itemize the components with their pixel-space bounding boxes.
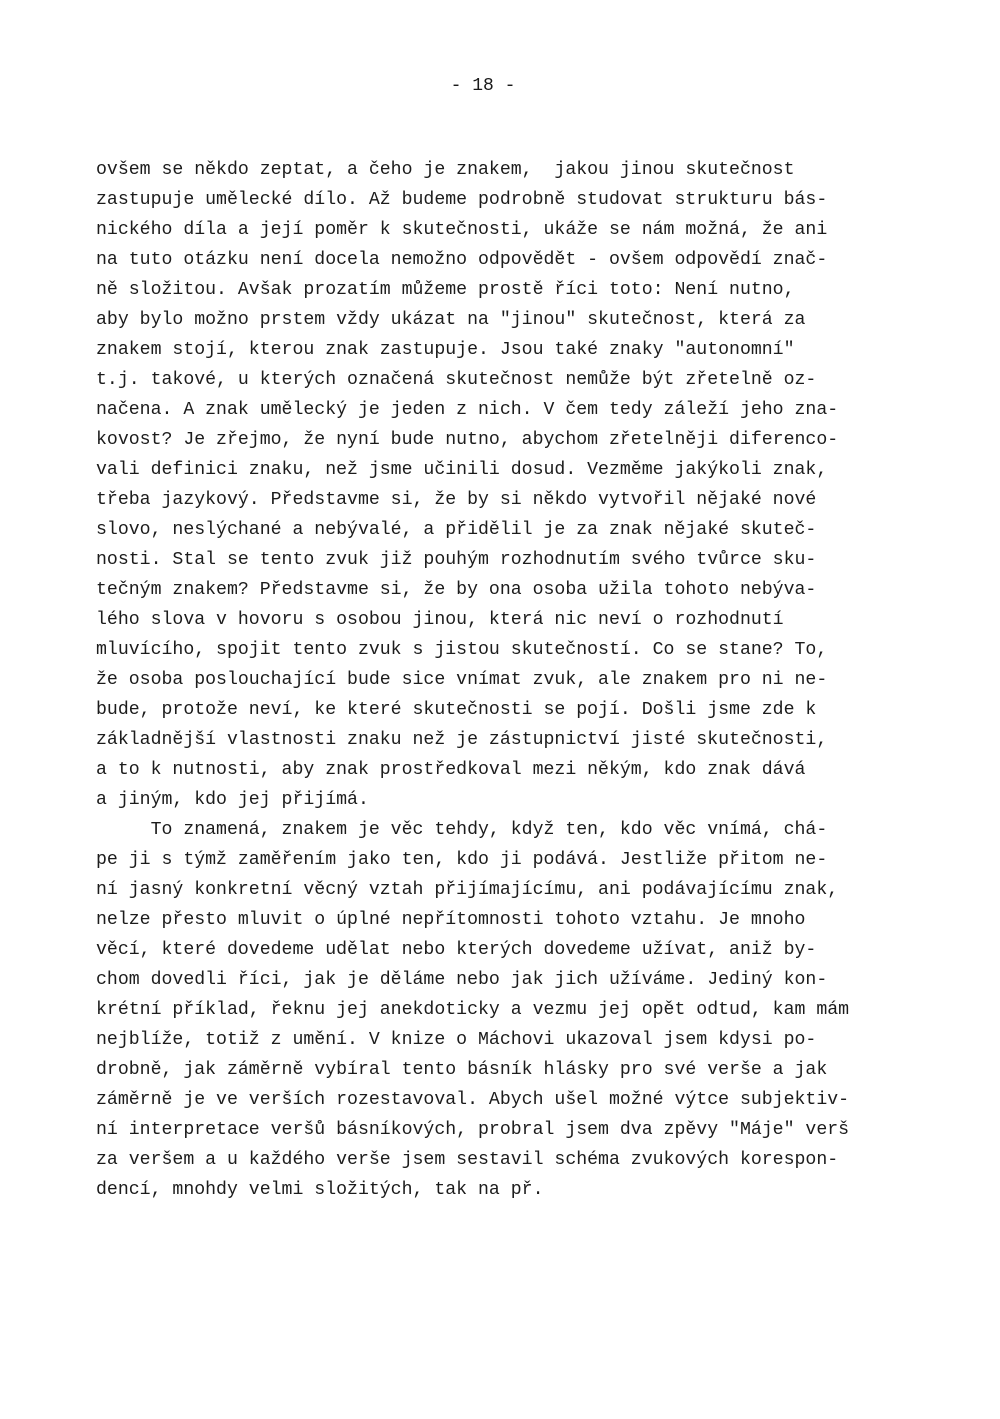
- text-line: ovšem se někdo zeptat, a čeho je znakem, jakou jinou skutečnost: [96, 160, 795, 180]
- text-line: bude, protože neví, ke které skutečnosti se pojí. Došli jsme zde k: [96, 700, 817, 720]
- text-line: a to k nutnosti, aby znak prostředkoval mezi někým, kdo znak dává: [96, 760, 806, 780]
- text-line: ně složitou. Avšak prozatím můžeme prostě říci toto: Není nutno,: [96, 280, 795, 300]
- text-line: krétní příklad, řeknu jej anekdoticky a vezmu jej opět odtud, kam mám: [96, 1000, 850, 1020]
- text-line: pe ji s týmž zaměřením jako ten, kdo ji podává. Jestliže přitom ne-: [96, 850, 828, 870]
- text-line: nosti. Stal se tento zvuk již pouhým rozhodnutím svého tvůrce sku-: [96, 550, 817, 570]
- text-line: ní interpretace veršů básníkových, probral jsem dva zpěvy "Máje" verš: [96, 1120, 850, 1140]
- text-line: drobně, jak záměrně vybíral tento básník hlásky pro své verše a jak: [96, 1060, 828, 1080]
- text-line: t.j. takové, u kterých označená skutečnost nemůže být zřetelně oz-: [96, 370, 817, 390]
- text-line: třeba jazykový. Představme si, že by si někdo vytvořil nějaké nové: [96, 490, 817, 510]
- text-line: že osoba poslouchající bude sice vnímat zvuk, ale znakem pro ni ne-: [96, 670, 828, 690]
- text-line: aby bylo možno prstem vždy ukázat na "jinou" skutečnost, která za: [96, 310, 806, 330]
- text-line: záměrně je ve verších rozestavoval. Abych ušel možné výtce subjektiv-: [96, 1090, 850, 1110]
- text-line: dencí, mnohdy velmi složitých, tak na př.: [96, 1180, 544, 1200]
- text-line: zastupuje umělecké dílo. Až budeme podrobně studovat strukturu bás-: [96, 190, 828, 210]
- text-line: chom dovedli říci, jak je děláme nebo jak jich užíváme. Jediný kon-: [96, 970, 828, 990]
- text-line: za veršem a u každého verše jsem sestavil schéma zvukových korespon-: [96, 1150, 839, 1170]
- text-line: lého slova v hovoru s osobou jinou, která nic neví o rozhodnutí: [96, 610, 784, 630]
- text-line: znakem stojí, kterou znak zastupuje. Jsou také znaky "autonomní": [96, 340, 795, 360]
- text-line: základnější vlastnosti znaku než je zástupnictví jisté skutečnosti,: [96, 730, 828, 750]
- text-line: vali definici znaku, než jsme učinili dosud. Vezměme jakýkoli znak,: [96, 460, 828, 480]
- text-line: kovost? Je zřejmo, že nyní bude nutno, abychom zřetelněji diferenco-: [96, 430, 839, 450]
- text-line: slovo, neslýchané a nebývalé, a přidělil je za znak nějaké skuteč-: [96, 520, 817, 540]
- page-number: - 18 -: [450, 76, 516, 96]
- text-line: ní jasný konkretní věcný vztah přijímajícímu, ani podávajícímu znak,: [96, 880, 839, 900]
- text-line: věcí, které dovedeme udělat nebo kterých dovedeme užívat, aniž by-: [96, 940, 817, 960]
- text-line: mluvícího, spojit tento zvuk s jistou skutečností. Co se stane? To,: [96, 640, 828, 660]
- text-line: nického díla a její poměr k skutečnosti, ukáže se nám možná, že ani: [96, 220, 828, 240]
- body-text: [96, 155, 926, 1205]
- text-line: tečným znakem? Představme si, že by ona osoba užila tohoto nebýva-: [96, 580, 817, 600]
- text-line: načena. A znak umělecký je jeden z nich. V čem tedy záleží jeho zna-: [96, 400, 839, 420]
- text-line: a jiným, kdo jej přijímá.: [96, 790, 369, 810]
- text-line: nejblíže, totiž z umění. V knize o Máchovi ukazoval jsem kdysi po-: [96, 1030, 817, 1050]
- text-line: To znamená, znakem je věc tehdy, když ten, kdo věc vnímá, chá-: [96, 820, 828, 840]
- text-line: nelze přesto mluvit o úplné nepřítomnosti tohoto vztahu. Je mnoho: [96, 910, 806, 930]
- text-line: na tuto otázku není docela nemožno odpovědět - ovšem odpovědí znač-: [96, 250, 828, 270]
